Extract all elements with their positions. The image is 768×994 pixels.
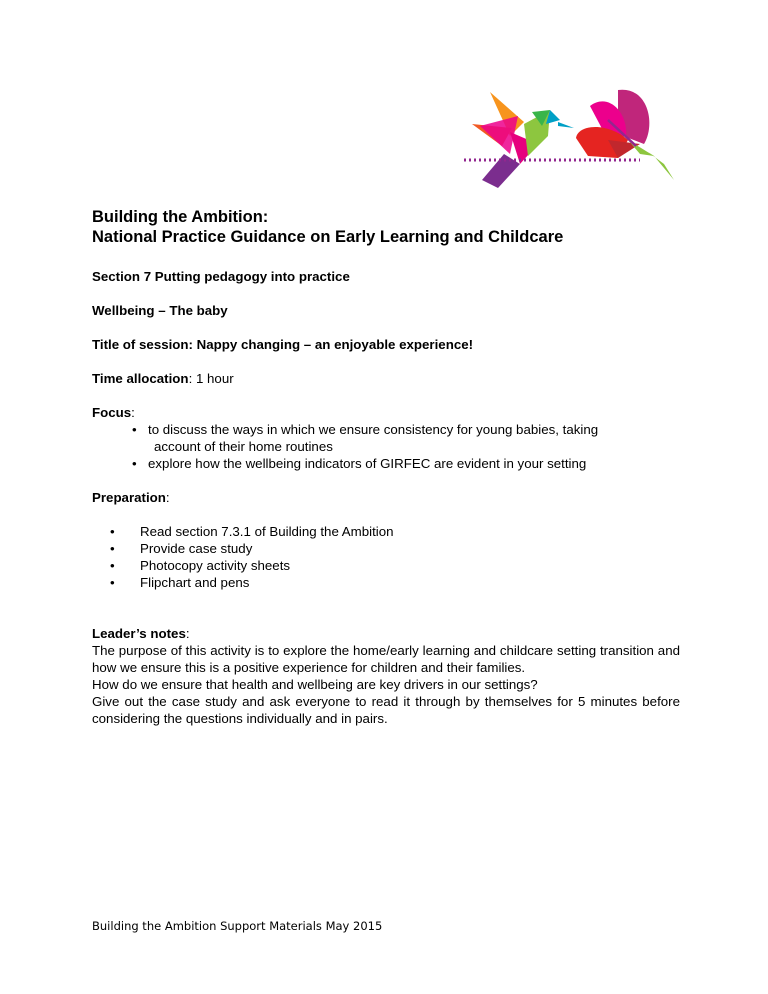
time-allocation-value: : 1 hour: [188, 371, 234, 386]
hummingbird-flower-logo: [458, 84, 680, 192]
focus-heading: Focus:: [92, 405, 135, 420]
focus-label: Focus: [92, 405, 132, 420]
main-content: [92, 207, 680, 727]
bullet-icon: •: [110, 541, 115, 556]
preparation-label: Preparation: [92, 490, 166, 505]
leaders-notes-heading: Leader’s notes:: [92, 626, 190, 641]
leaders-notes-label: Leader’s notes: [92, 626, 186, 641]
bullet-icon: •: [110, 524, 115, 539]
list-item: • Photocopy activity sheets: [110, 558, 291, 573]
paragraph: The purpose of this activity is to explore the home/early learning and childcare setting transition and how we ensure this is a positive experience for children and their families.: [92, 643, 680, 675]
list-item: • Read section 7.3.1 of Building the Ambition: [110, 524, 394, 539]
section-heading: Section 7 Putting pedagogy into practice: [92, 269, 350, 284]
focus-list: [92, 421, 680, 472]
document-title: [92, 207, 680, 247]
list-item: • explore how the wellbeing indicators of GIRFEC are evident in your setting: [132, 456, 587, 471]
topic-heading: Wellbeing – The baby: [92, 303, 228, 318]
paragraph: How do we ensure that health and wellbeing are key drivers in our settings?: [92, 677, 538, 692]
preparation-list: [92, 523, 680, 591]
title-line-1: Building the Ambition:: [92, 208, 269, 226]
title-line-2: National Practice Guidance on Early Learning and Childcare: [92, 228, 564, 246]
list-item: • to discuss the ways in which we ensure consistency for young babies, taking account of their home routines: [132, 422, 599, 454]
list-item: • Flipchart and pens: [110, 575, 250, 590]
page-footer: Building the Ambition Support Materials May 2015: [92, 919, 383, 933]
bullet-icon: •: [132, 456, 137, 471]
session-title: Title of session: Nappy changing – an enjoyable experience!: [92, 337, 474, 352]
paragraph: Give out the case study and ask everyone to read it through by themselves for 5 minutes before considering the questions individually and in pairs.: [92, 694, 680, 726]
time-allocation: [92, 370, 680, 387]
preparation-heading: Preparation:: [92, 490, 170, 505]
bullet-icon: •: [110, 558, 115, 573]
time-allocation-label: Time allocation: [92, 371, 189, 386]
bullet-icon: •: [110, 575, 115, 590]
bullet-icon: •: [132, 422, 137, 437]
list-item: • Provide case study: [110, 541, 253, 556]
